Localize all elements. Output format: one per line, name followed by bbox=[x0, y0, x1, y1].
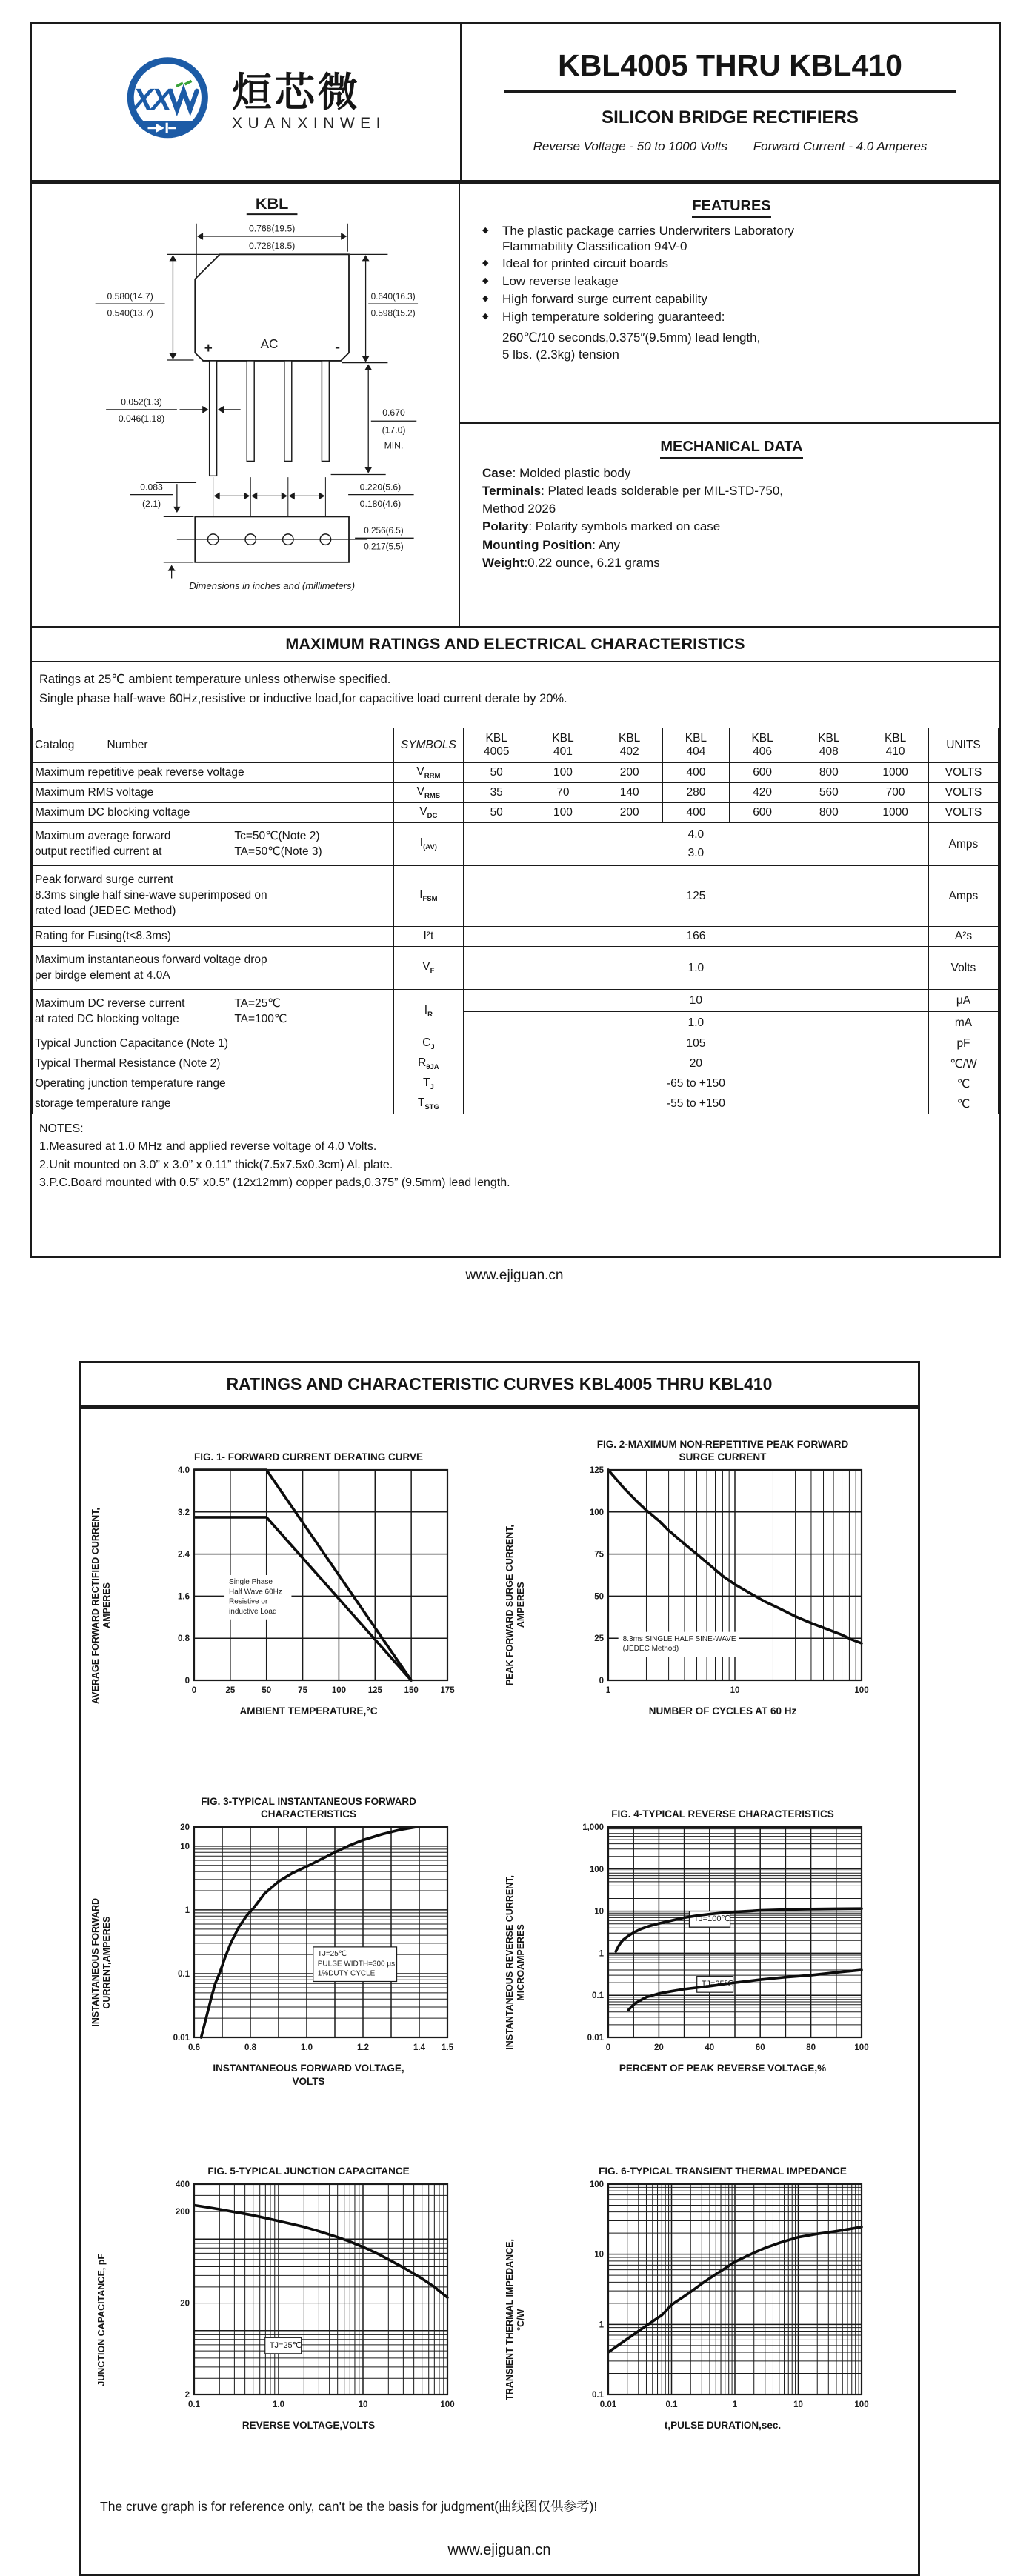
symbol-cell: I²t bbox=[393, 927, 463, 947]
features-list bbox=[482, 224, 981, 363]
symbol-cell: $V_{RMS}$ bbox=[393, 783, 463, 803]
svg-text:1: 1 bbox=[599, 1949, 604, 1959]
page-subtitle: SILICON BRIDGE RECTIFIERS bbox=[602, 107, 859, 128]
svg-text:0.052(1.3): 0.052(1.3) bbox=[121, 396, 162, 407]
param-cell: Typical Thermal Resistance (Note 2) bbox=[33, 1054, 394, 1074]
figure-1 bbox=[87, 1431, 501, 1780]
lead bbox=[247, 361, 254, 461]
figure-4 bbox=[501, 1788, 915, 2137]
value-cell: 1000 bbox=[862, 763, 929, 783]
svg-text:10: 10 bbox=[593, 2250, 604, 2260]
figure-title: FIG. 5-TYPICAL JUNCTION CAPACITANCE bbox=[207, 2166, 410, 2177]
brand-name-en: XUANXINWEI bbox=[232, 115, 387, 133]
y-axis-label: INSTANTANEOUS FORWARD CURRENT,AMPERES bbox=[90, 1898, 112, 2027]
device-header: KBL 404 bbox=[663, 728, 730, 763]
catalog-number-header: Catalog Number bbox=[33, 728, 394, 763]
value-cell: 600 bbox=[729, 763, 796, 783]
svg-text:0.046(1.18): 0.046(1.18) bbox=[118, 413, 165, 425]
svg-text:Resistive or: Resistive or bbox=[228, 1597, 267, 1606]
svg-text:0.1: 0.1 bbox=[665, 2400, 677, 2409]
figure-main bbox=[116, 1431, 501, 1780]
svg-text:0.6: 0.6 bbox=[187, 2043, 200, 2052]
svg-text:25: 25 bbox=[593, 1634, 604, 1644]
ratings-title: MAXIMUM RATINGS AND ELECTRICAL CHARACTERISTICS bbox=[32, 628, 999, 662]
svg-text:25: 25 bbox=[224, 1686, 235, 1695]
feature-text: High forward surge current capability bbox=[502, 291, 707, 306]
value-cell: 600 bbox=[729, 803, 796, 823]
table-row bbox=[33, 1094, 999, 1114]
figure-main bbox=[530, 1788, 915, 2137]
value-cell: 70 bbox=[530, 783, 596, 803]
units-cell: ℃/W bbox=[928, 1054, 998, 1074]
units-cell: VOLTS bbox=[928, 783, 998, 803]
param-cell: Maximum DC blocking voltage bbox=[33, 803, 394, 823]
brand-text bbox=[232, 72, 386, 133]
table-row bbox=[33, 866, 999, 927]
figure-2 bbox=[501, 1431, 915, 1780]
svg-text:(2.1): (2.1) bbox=[142, 498, 161, 509]
device-header: KBL 4005 bbox=[463, 728, 530, 763]
svg-text:100: 100 bbox=[331, 1686, 346, 1695]
bullet-icon: ◆ bbox=[482, 293, 489, 303]
mechanical-line: Method 2026 bbox=[482, 502, 556, 516]
svg-text:1: 1 bbox=[605, 1686, 610, 1695]
svg-text:0.01: 0.01 bbox=[173, 2034, 190, 2043]
figure-title: FIG. 3-TYPICAL INSTANTANEOUS FORWARD CHARACTERISTICS bbox=[201, 1795, 416, 1820]
svg-text:Half Wave 60Hz: Half Wave 60Hz bbox=[228, 1588, 282, 1597]
figure-5 bbox=[87, 2146, 501, 2494]
svg-text:0.256(6.5): 0.256(6.5) bbox=[364, 525, 404, 536]
y-axis-label: PEAK FORWARD SURGE CURRENT, AMPERES bbox=[504, 1525, 526, 1686]
value-cell: 1000 bbox=[862, 803, 929, 823]
param-cell: Maximum DC reverse current TA=25℃ at rated DC blocking voltage TA=100℃ bbox=[33, 990, 394, 1034]
param-cell: Typical Junction Capacitance (Note 1) bbox=[33, 1034, 394, 1054]
svg-text:TJ=25℃: TJ=25℃ bbox=[269, 2340, 302, 2350]
curves-title: RATINGS AND CHARACTERISTIC CURVES KBL4005 THRU KBL410 bbox=[81, 1363, 918, 1409]
svg-text:0.598(15.2): 0.598(15.2) bbox=[370, 308, 416, 319]
feature-text: The plastic package carries Underwriters Laboratory Flammability Classification 94V-0 bbox=[502, 224, 795, 253]
figure-title: FIG. 6-TYPICAL TRANSIENT THERMAL IMPEDANCE bbox=[599, 2166, 847, 2177]
svg-text:100: 100 bbox=[853, 2043, 869, 2052]
device-header: KBL 406 bbox=[729, 728, 796, 763]
brand-name-cn: 烜芯微 bbox=[232, 70, 361, 115]
value-cell: 700 bbox=[862, 783, 929, 803]
x-axis-label: AMBIENT TEMPERATURE,°C bbox=[239, 1705, 378, 1717]
website-url-bottom: www.ejiguan.cn bbox=[447, 2542, 551, 2558]
mechanical-line: Weight:0.22 ounce, 6.21 grams bbox=[482, 555, 660, 570]
feature-continuation: 260℃/10 seconds,0.375″(9.5mm) lead length, 5 lbs. (2.3kg) tension bbox=[502, 330, 761, 362]
param-cell: Peak forward surge current 8.3ms single half sine-wave superimposed on rated load (JEDEC Method) bbox=[33, 866, 394, 927]
x-axis-label: INSTANTANEOUS FORWARD VOLTAGE, VOLTS bbox=[213, 2063, 404, 2087]
value-cell: 280 bbox=[663, 783, 730, 803]
table-row bbox=[33, 927, 999, 947]
svg-text:10: 10 bbox=[358, 2400, 367, 2409]
svg-text:KBL: KBL bbox=[255, 193, 289, 213]
svg-text:200: 200 bbox=[175, 2208, 190, 2217]
svg-text:0.217(5.5): 0.217(5.5) bbox=[364, 542, 404, 552]
x-axis-label: NUMBER OF CYCLES AT 60 Hz bbox=[648, 1705, 797, 1717]
svg-text:80: 80 bbox=[805, 2043, 816, 2052]
value-cell: 560 bbox=[796, 783, 862, 803]
device-header: KBL 410 bbox=[862, 728, 929, 763]
page bbox=[0, 22, 1029, 2576]
svg-text:40: 40 bbox=[704, 2043, 714, 2052]
svg-text:TJ=100℃: TJ=100℃ bbox=[693, 1914, 730, 1924]
tagline-reverse-voltage: Reverse Voltage - 50 to 1000 Volts bbox=[533, 139, 728, 154]
table-row bbox=[33, 990, 999, 1012]
svg-text:175: 175 bbox=[439, 1686, 455, 1695]
kbl-outline-drawing bbox=[71, 187, 419, 596]
value-cell: 50 bbox=[463, 763, 530, 783]
value-cell: 105 bbox=[463, 1034, 928, 1054]
symbol-cell: $C_J$ bbox=[393, 1034, 463, 1054]
units-cell: ℃ bbox=[928, 1074, 998, 1094]
units-cell: Amps bbox=[928, 866, 998, 927]
svg-text:1.6: 1.6 bbox=[177, 1592, 190, 1602]
figure-main bbox=[530, 1431, 915, 1780]
bullet-icon: ◆ bbox=[482, 276, 489, 286]
svg-text:0: 0 bbox=[191, 1686, 196, 1695]
units-cell: pF bbox=[928, 1034, 998, 1054]
feature-item bbox=[482, 256, 981, 272]
series-1 bbox=[628, 1970, 862, 2010]
svg-text:MIN.: MIN. bbox=[384, 440, 404, 451]
x-axis-label: t,PULSE DURATION,sec. bbox=[664, 2420, 782, 2431]
svg-text:0.8: 0.8 bbox=[244, 2043, 256, 2052]
svg-text:100: 100 bbox=[589, 2180, 604, 2189]
svg-text:0.1: 0.1 bbox=[177, 1969, 190, 1979]
conditions-line-2: Single phase half-wave 60Hz,resistive or inductive load,for capacitive load current derate by 20%. bbox=[39, 691, 567, 705]
plot-border bbox=[194, 2184, 447, 2394]
svg-text:50: 50 bbox=[593, 1592, 604, 1602]
website-url-top: www.ejiguan.cn bbox=[465, 1268, 564, 1283]
x-axis-label: PERCENT OF PEAK REVERSE VOLTAGE,% bbox=[619, 2063, 827, 2074]
table-row bbox=[33, 823, 999, 866]
svg-text:400: 400 bbox=[175, 2180, 190, 2189]
figure-title: FIG. 4-TYPICAL REVERSE CHARACTERISTICS bbox=[611, 1808, 834, 1820]
svg-text:0.180(4.6): 0.180(4.6) bbox=[359, 498, 402, 509]
datasheet-page-1 bbox=[30, 22, 1001, 1258]
value-cell: 4.0 3.0 bbox=[463, 823, 928, 866]
title-block bbox=[460, 24, 999, 180]
datasheet-page-2 bbox=[79, 1361, 920, 2576]
brand-logo bbox=[32, 24, 460, 180]
svg-text:1,000: 1,000 bbox=[582, 1823, 604, 1832]
tagline bbox=[462, 139, 999, 154]
svg-text:100: 100 bbox=[853, 2400, 869, 2409]
value-cell: 420 bbox=[729, 783, 796, 803]
figure-plot bbox=[160, 1464, 458, 1701]
svg-text:150: 150 bbox=[404, 1686, 419, 1695]
svg-text:100: 100 bbox=[439, 2400, 455, 2409]
units-cell: μA bbox=[928, 990, 998, 1012]
figure-main bbox=[116, 1788, 501, 2137]
svg-text:0.540(13.7): 0.540(13.7) bbox=[107, 307, 153, 319]
units-cell: VOLTS bbox=[928, 803, 998, 823]
series-0 bbox=[201, 1827, 416, 2037]
svg-text:0.083: 0.083 bbox=[140, 482, 163, 493]
table-row bbox=[33, 1034, 999, 1054]
value-cell: 125 bbox=[463, 866, 928, 927]
symbol-cell: $V_{DC}$ bbox=[393, 803, 463, 823]
svg-text:0: 0 bbox=[599, 1677, 604, 1685]
svg-text:XX: XX bbox=[133, 81, 170, 116]
svg-text:20: 20 bbox=[179, 2299, 190, 2309]
svg-text:(JEDEC Method): (JEDEC Method) bbox=[622, 1645, 679, 1654]
header bbox=[32, 24, 999, 184]
bullet-icon: ◆ bbox=[482, 226, 489, 235]
xxw-logo-icon bbox=[113, 51, 226, 153]
table-row bbox=[33, 1054, 999, 1074]
svg-text:(17.0): (17.0) bbox=[382, 425, 406, 436]
figure-title: FIG. 2-MAXIMUM NON-REPETITIVE PEAK FORWARD SURGE CURRENT bbox=[596, 1438, 849, 1463]
svg-text:10: 10 bbox=[730, 1686, 739, 1695]
svg-text:0.1: 0.1 bbox=[187, 2400, 200, 2409]
value-cell: 200 bbox=[596, 803, 663, 823]
value-cell: 400 bbox=[663, 763, 730, 783]
svg-text:-: - bbox=[335, 338, 341, 356]
units-cell: Volts bbox=[928, 947, 998, 990]
note-2: 2.Unit mounted on 3.0” x 3.0” x 0.11” thick(7.5x7.5x0.3cm) Al. plate. bbox=[39, 1158, 393, 1171]
svg-text:0.640(16.3): 0.640(16.3) bbox=[370, 291, 416, 302]
svg-text:0.01: 0.01 bbox=[599, 2400, 616, 2409]
x-axis-label: REVERSE VOLTAGE,VOLTS bbox=[242, 2420, 376, 2431]
mechanical-line: Mounting Position: Any bbox=[482, 537, 621, 552]
table-row bbox=[33, 763, 999, 783]
value-cell: 100 bbox=[530, 763, 596, 783]
value-cell: 800 bbox=[796, 763, 862, 783]
svg-text:1: 1 bbox=[184, 1906, 190, 1915]
symbol-cell: $V_{RRM}$ bbox=[393, 763, 463, 783]
units-header: UNITS bbox=[928, 728, 998, 763]
svg-text:TJ=25℃: TJ=25℃ bbox=[701, 1980, 733, 1989]
svg-text:AC: AC bbox=[260, 336, 279, 351]
table-header-row bbox=[33, 728, 999, 763]
symbol-cell: $V_F$ bbox=[393, 947, 463, 990]
value-cell: 140 bbox=[596, 783, 663, 803]
svg-text:0.8: 0.8 bbox=[177, 1634, 190, 1644]
right-column bbox=[460, 184, 999, 626]
param-cell: Maximum repetitive peak reverse voltage bbox=[33, 763, 394, 783]
note-3: 3.P.C.Board mounted with 0.5” x0.5” (12x12mm) copper pads,0.375” (9.5mm) lead length. bbox=[39, 1176, 510, 1189]
svg-text:4.0: 4.0 bbox=[177, 1466, 190, 1475]
svg-text:0.1: 0.1 bbox=[591, 1991, 604, 2001]
svg-text:inductive Load: inductive Load bbox=[228, 1607, 277, 1616]
lead bbox=[322, 361, 329, 461]
svg-text:+: + bbox=[204, 341, 213, 357]
value-cell: 1.0 bbox=[463, 1012, 928, 1034]
value-cell: 800 bbox=[796, 803, 862, 823]
symbol-cell: $T_J$ bbox=[393, 1074, 463, 1094]
feature-item bbox=[482, 292, 981, 307]
param-cell: Maximum instantaneous forward voltage drop per birdge element at 4.0A bbox=[33, 947, 394, 990]
svg-text:TJ=25℃: TJ=25℃ bbox=[317, 1950, 347, 1959]
curves-disclaimer: The cruve graph is for reference only, can't be the basis for judgment(曲线图仅供参考)! bbox=[100, 2499, 598, 2514]
mechanical-line: Terminals: Plated leads solderable per MIL-STD-750, bbox=[482, 484, 784, 499]
svg-text:1.2: 1.2 bbox=[356, 2043, 369, 2052]
units-cell: VOLTS bbox=[928, 763, 998, 783]
svg-text:1.0: 1.0 bbox=[300, 2043, 313, 2052]
lead bbox=[284, 361, 292, 461]
feature-item bbox=[482, 310, 981, 325]
svg-text:8.3ms SINGLE HALF SINE-WAVE: 8.3ms SINGLE HALF SINE-WAVE bbox=[622, 1634, 736, 1643]
mechanical-line: Polarity: Polarity symbols marked on case bbox=[482, 519, 721, 534]
device-header: KBL 402 bbox=[596, 728, 663, 763]
param-cell: storage temperature range bbox=[33, 1094, 394, 1114]
svg-text:0.768(19.5): 0.768(19.5) bbox=[248, 223, 296, 234]
table-row bbox=[33, 803, 999, 823]
svg-text:0.1: 0.1 bbox=[591, 2391, 604, 2400]
bullet-icon: ◆ bbox=[482, 311, 489, 321]
param-cell: Maximum RMS voltage bbox=[33, 783, 394, 803]
figure-plot bbox=[574, 1464, 872, 1701]
value-cell: 166 bbox=[463, 927, 928, 947]
value-cell: 10 bbox=[463, 990, 928, 1012]
value-cell: 200 bbox=[596, 763, 663, 783]
svg-text:1.4: 1.4 bbox=[413, 2043, 425, 2052]
package-and-features bbox=[32, 184, 999, 628]
svg-text:100: 100 bbox=[589, 1508, 604, 1517]
value-cell: 1.0 bbox=[463, 947, 928, 990]
symbol-cell: $I_R$ bbox=[393, 990, 463, 1034]
param-cell: Operating junction temperature range bbox=[33, 1074, 394, 1094]
svg-text:75: 75 bbox=[297, 1686, 307, 1695]
symbol-cell: $R_{\theta JA}$ bbox=[393, 1054, 463, 1074]
feature-item bbox=[482, 224, 981, 254]
svg-text:3.2: 3.2 bbox=[177, 1508, 190, 1517]
svg-text:100: 100 bbox=[589, 1865, 604, 1874]
symbol-cell: $I_{FSM}$ bbox=[393, 866, 463, 927]
note-1: 1.Measured at 1.0 MHz and applied reverse voltage of 4.0 Volts. bbox=[39, 1140, 377, 1154]
units-cell: A²s bbox=[928, 927, 998, 947]
page-title: KBL4005 THRU KBL410 bbox=[558, 48, 902, 82]
units-cell: Amps bbox=[928, 823, 998, 866]
svg-text:0.220(5.6): 0.220(5.6) bbox=[359, 482, 402, 493]
svg-text:0.580(14.7): 0.580(14.7) bbox=[107, 290, 153, 302]
feature-text: Low reverse leakage bbox=[502, 274, 619, 289]
figure-title: FIG. 1- FORWARD CURRENT DERATING CURVE bbox=[193, 1451, 423, 1463]
figure-6 bbox=[501, 2146, 915, 2494]
svg-text:20: 20 bbox=[653, 2043, 664, 2052]
svg-text:PULSE WIDTH=300 μs: PULSE WIDTH=300 μs bbox=[317, 1960, 395, 1968]
ratings-conditions bbox=[32, 662, 999, 728]
tagline-forward-current: Forward Current - 4.0 Amperes bbox=[753, 139, 928, 154]
device-header: KBL 408 bbox=[796, 728, 862, 763]
param-cell: Rating for Fusing(t<8.3ms) bbox=[33, 927, 394, 947]
lead bbox=[210, 361, 217, 476]
svg-text:20: 20 bbox=[179, 1823, 190, 1832]
notes-heading: NOTES: bbox=[39, 1122, 84, 1135]
symbol-cell: $I_{(AV)}$ bbox=[393, 823, 463, 866]
conditions-line-1: Ratings at 25℃ ambient temperature unless otherwise specified. bbox=[39, 673, 391, 686]
feature-item bbox=[482, 274, 981, 290]
units-cell: mA bbox=[928, 1012, 998, 1034]
title-rule bbox=[504, 90, 956, 93]
svg-text:0: 0 bbox=[605, 2043, 610, 2052]
value-cell: -65 to +150 bbox=[463, 1074, 928, 1094]
svg-text:10: 10 bbox=[593, 1907, 604, 1917]
figure-plot bbox=[160, 2178, 458, 2415]
figure-plot bbox=[160, 1821, 458, 2058]
figure-plot bbox=[574, 1821, 872, 2058]
mechanical-heading: MECHANICAL DATA bbox=[482, 439, 981, 456]
svg-text:10: 10 bbox=[793, 2400, 803, 2409]
svg-text:50: 50 bbox=[261, 1686, 271, 1695]
feature-text: Ideal for printed circuit boards bbox=[502, 256, 668, 271]
package-drawing bbox=[32, 184, 460, 626]
table-row bbox=[33, 947, 999, 990]
figures-grid bbox=[81, 1409, 918, 2494]
value-cell: 100 bbox=[530, 803, 596, 823]
param-cell: Maximum average forward Tc=50℃(Note 2) output rectified current at TA=50℃(Note 3) bbox=[33, 823, 394, 866]
value-cell: 20 bbox=[463, 1054, 928, 1074]
svg-text:2.4: 2.4 bbox=[177, 1550, 190, 1560]
notes-section bbox=[32, 1114, 999, 1256]
features-section bbox=[460, 184, 999, 424]
svg-text:0: 0 bbox=[184, 1677, 190, 1685]
ratings-table bbox=[32, 728, 999, 1114]
svg-text:Single Phase: Single Phase bbox=[228, 1578, 273, 1587]
y-axis-label: TRANSIENT THERMAL IMPEDANCE, °C/W bbox=[504, 2239, 526, 2400]
mechanical-line: Case: Molded plastic body bbox=[482, 466, 631, 480]
svg-text:1%DUTY CYCLE: 1%DUTY CYCLE bbox=[317, 1969, 375, 1978]
dimensions-caption: Dimensions in inches and (millimeters) bbox=[189, 579, 356, 591]
features-heading: FEATURES bbox=[482, 198, 981, 215]
figure-3 bbox=[87, 1788, 501, 2137]
units-cell: ℃ bbox=[928, 1094, 998, 1114]
figure-plot bbox=[574, 2178, 872, 2415]
svg-text:125: 125 bbox=[367, 1686, 382, 1695]
symbols-header: SYMBOLS bbox=[393, 728, 463, 763]
mechanical-data-section bbox=[460, 424, 999, 626]
feature-text: High temperature soldering guaranteed: bbox=[502, 309, 725, 324]
value-cell: 400 bbox=[663, 803, 730, 823]
svg-text:125: 125 bbox=[589, 1466, 604, 1475]
svg-text:0.670: 0.670 bbox=[382, 407, 405, 419]
svg-text:1.0: 1.0 bbox=[272, 2400, 284, 2409]
value-cell: 35 bbox=[463, 783, 530, 803]
mechanical-list bbox=[482, 465, 981, 572]
y-axis-label: INSTANTANEOUS REVERSE CURRENT, MICROAMPERES bbox=[504, 1875, 526, 2050]
value-cell: -55 to +150 bbox=[463, 1094, 928, 1114]
value-cell: 50 bbox=[463, 803, 530, 823]
figure-main bbox=[116, 2146, 501, 2494]
bullet-icon: ◆ bbox=[482, 259, 489, 268]
device-header: KBL 401 bbox=[530, 728, 596, 763]
symbol-cell: $T_{STG}$ bbox=[393, 1094, 463, 1114]
table-row bbox=[33, 1074, 999, 1094]
svg-text:2: 2 bbox=[184, 2391, 190, 2400]
figure-main bbox=[530, 2146, 915, 2494]
svg-text:1: 1 bbox=[732, 2400, 737, 2409]
y-axis-label: JUNCTION CAPACITANCE, pF bbox=[96, 2253, 107, 2386]
svg-text:1: 1 bbox=[599, 2320, 604, 2330]
series-0 bbox=[194, 2206, 447, 2298]
svg-text:100: 100 bbox=[853, 1686, 869, 1695]
svg-text:1.5: 1.5 bbox=[441, 2043, 453, 2052]
svg-text:60: 60 bbox=[755, 2043, 765, 2052]
y-axis-label: AVERAGE FORWARD RECTIFIED CURRENT, AMPERES bbox=[90, 1507, 112, 1704]
svg-text:10: 10 bbox=[179, 1842, 190, 1851]
table-row bbox=[33, 783, 999, 803]
svg-text:75: 75 bbox=[593, 1550, 604, 1560]
svg-text:0.01: 0.01 bbox=[587, 2034, 604, 2043]
svg-text:0.728(18.5): 0.728(18.5) bbox=[248, 241, 296, 252]
